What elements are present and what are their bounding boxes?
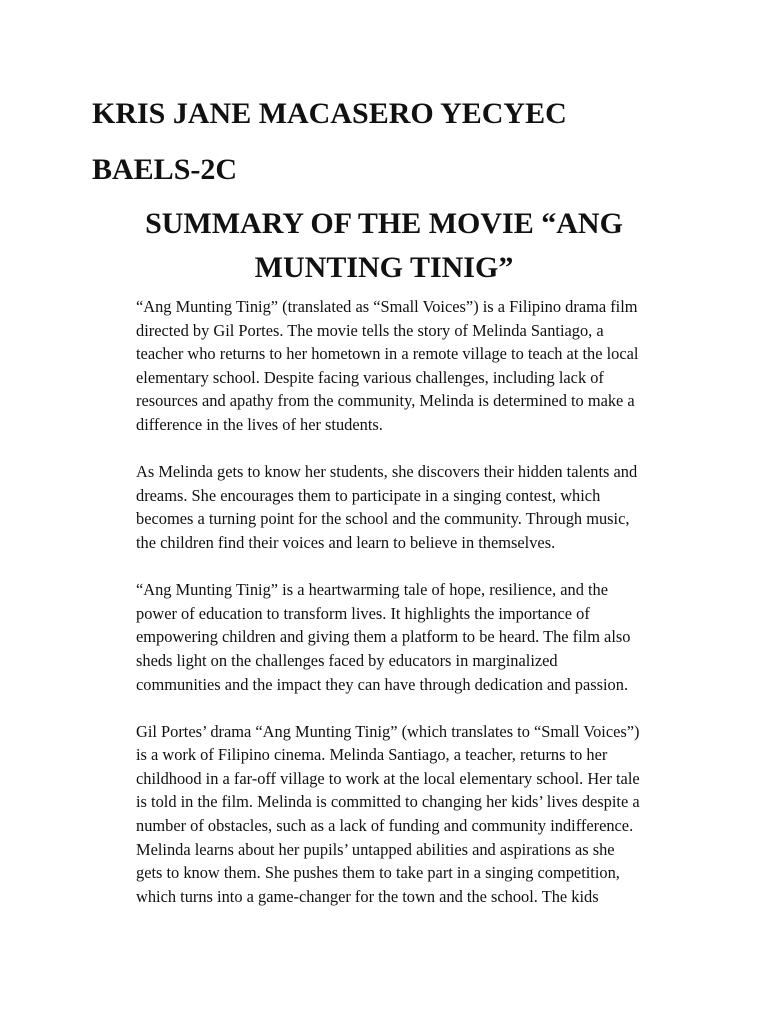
text-line: number of obstacles, such as a lack of funding and community indifference. bbox=[136, 816, 634, 836]
text-line: difference in the lives of her students. bbox=[136, 414, 383, 434]
paragraph bbox=[136, 295, 684, 437]
text-line: As Melinda gets to know her students, she discovers their hidden talents and bbox=[136, 462, 638, 482]
text-line: empowering children and giving them a platform to be heard. The film also bbox=[136, 627, 631, 647]
paragraph bbox=[136, 578, 684, 696]
text-line: Gil Portes’ drama “Ang Munting Tinig” (which translates to “Small Voices”) bbox=[136, 721, 640, 741]
text-line: gets to know them. She pushes them to take part in a singing competition, bbox=[136, 863, 620, 883]
class-section: BAELS-2C bbox=[92, 153, 238, 186]
text-line: which turns into a game-changer for the town and the school. The kids bbox=[136, 886, 599, 906]
text-line: “Ang Munting Tinig” is a heartwarming tale of hope, resilience, and the bbox=[136, 580, 609, 600]
document-body bbox=[136, 295, 684, 932]
text-line: Melinda learns about her pupils’ untapped abilities and aspirations as she bbox=[136, 839, 615, 859]
paragraph bbox=[136, 720, 684, 909]
text-line: teacher who returns to her hometown in a remote village to teach at the local bbox=[136, 344, 639, 364]
text-line: elementary school. Despite facing various challenges, including lack of bbox=[136, 367, 604, 387]
document-title bbox=[100, 202, 668, 290]
title-line: SUMMARY OF THE MOVIE “ANG bbox=[145, 207, 623, 240]
text-line: becomes a turning point for the school and the community. Through music, bbox=[136, 509, 630, 529]
text-line: childhood in a far-off village to work at the local elementary school. Her tale bbox=[136, 768, 640, 788]
text-line: resources and apathy from the community, Melinda is determined to make a bbox=[136, 391, 635, 411]
title-line: MUNTING TINIG” bbox=[254, 251, 514, 284]
author-name: KRIS JANE MACASERO YECYEC bbox=[92, 97, 567, 130]
text-line: dreams. She encourages them to participate in a singing contest, which bbox=[136, 485, 601, 505]
text-line: sheds light on the challenges faced by educators in marginalized bbox=[136, 650, 558, 670]
text-line: communities and the impact they can have through dedication and passion. bbox=[136, 674, 629, 694]
text-line: directed by Gil Portes. The movie tells the story of Melinda Santiago, a bbox=[136, 320, 604, 340]
text-line: power of education to transform lives. It highlights the importance of bbox=[136, 603, 590, 623]
text-line: “Ang Munting Tinig” (translated as “Small Voices”) is a Filipino drama film bbox=[136, 297, 638, 316]
text-line: the children find their voices and learn to believe in themselves. bbox=[136, 532, 556, 552]
paragraph bbox=[136, 460, 684, 554]
text-line: is told in the film. Melinda is committed to changing her kids’ lives despite a bbox=[136, 792, 640, 812]
text-line: is a work of Filipino cinema. Melinda Santiago, a teacher, returns to her bbox=[136, 745, 608, 765]
